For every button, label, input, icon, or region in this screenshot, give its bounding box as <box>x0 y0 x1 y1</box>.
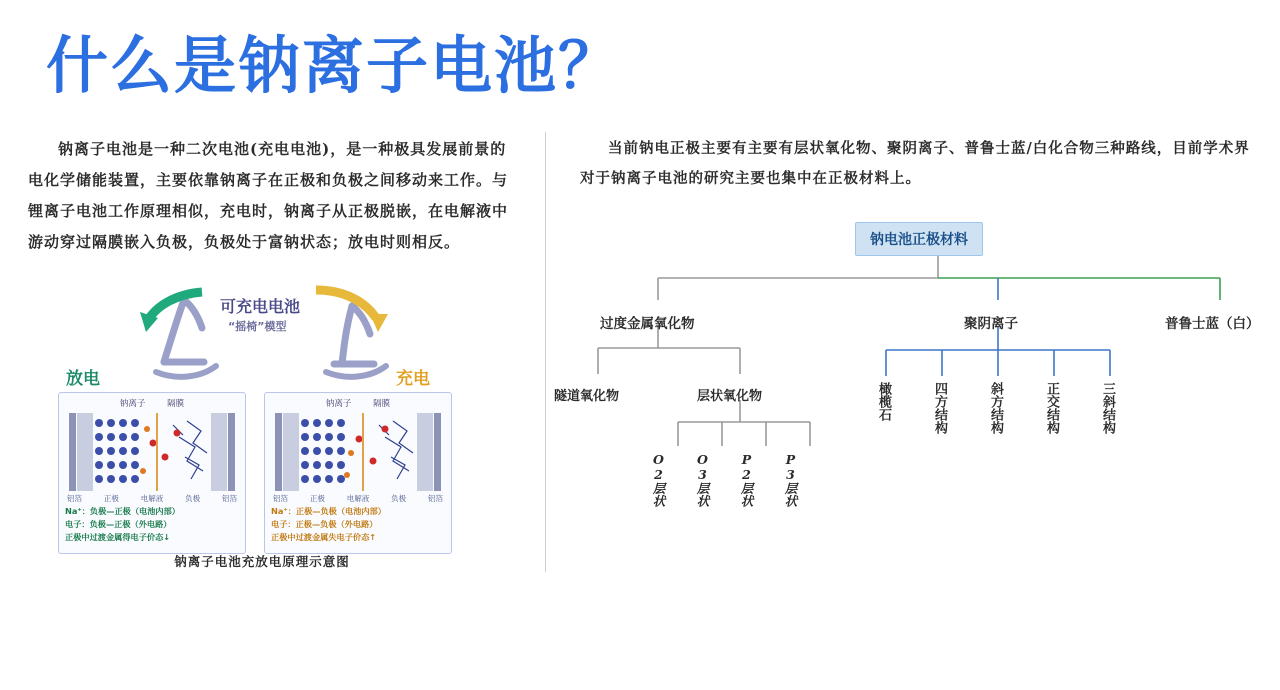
tree-leaf-tetragonal[interactable]: 四方结构 <box>932 382 947 434</box>
charge-panel-top-labels <box>265 397 451 409</box>
discharge-eq-0: Na⁺：负极—正极（电池内部） <box>65 506 180 516</box>
tree-node-tunnel-oxide[interactable]: 隧道氧化物 <box>554 389 620 404</box>
discharge-eq-2: 正极中过渡金属得电子价态↓ <box>65 532 171 542</box>
battery-principle-figure <box>52 276 472 566</box>
tree-leaf-olivine[interactable]: 橄榄石 <box>876 382 891 421</box>
charge-axis-labels <box>273 493 443 504</box>
tree-leaf-o3-layered-text: O3层状 <box>695 452 710 507</box>
left-column <box>28 134 508 258</box>
figure-caption: 钠离子电池充放电原理示意图 <box>174 554 350 569</box>
figure-charge-label: 充电 <box>396 369 430 389</box>
discharge-axis-4: 铝箔 <box>222 494 237 503</box>
discharge-cell-diagram <box>69 413 235 491</box>
charge-axis-0: 铝箔 <box>273 494 288 503</box>
discharge-eq-1: 电子：负极—正极（外电路） <box>65 519 172 529</box>
tree-node-polyanion[interactable]: 聚阴离子 <box>964 316 1018 332</box>
discharge-axis-2: 电解液 <box>140 494 164 503</box>
tree-leaf-o2-layered-text: O2层状 <box>651 452 666 507</box>
left-paragraph: 钠离子电池是一种二次电池(充电电池)，是一种极具发展前景的电化学储能装置，主要依靠钠离子在正极和负极之间移动来工作。与锂离子电池工作原理相似，充电时，钠离子从正极脱嵌，在电解液中游动穿过隔膜嵌入负极，负极处于富钠状态；放电时则相反。 <box>28 140 509 251</box>
discharge-axis-labels <box>67 493 237 504</box>
tree-node-transition-metal-oxide[interactable]: 过度金属氧化物 <box>600 316 695 332</box>
discharge-axis-1: 正极 <box>103 494 119 503</box>
tree-leaf-o3-layered[interactable] <box>692 452 708 507</box>
charge-axis-4: 铝箔 <box>428 494 443 503</box>
discharge-equations <box>65 505 239 544</box>
charge-axis-1: 正极 <box>309 494 325 503</box>
figure-model-label: “摇椅”模型 <box>228 320 287 333</box>
charge-eq-2: 正极中过渡金属失电子价态↑ <box>271 532 377 542</box>
tree-leaf-orthorhombic[interactable]: 正交结构 <box>1044 382 1059 434</box>
tree-leaf-o2-layered[interactable] <box>648 452 664 507</box>
charge-eq-0: Na⁺：正极—负极（电池内部） <box>271 506 386 516</box>
tree-leaf-p2-layered-text: P2层状 <box>739 452 754 507</box>
tree-leaf-triclinic[interactable]: 三斜结构 <box>1100 382 1115 434</box>
discharge-panel-top-labels <box>59 397 245 409</box>
discharge-axis-0: 铝箔 <box>67 494 82 503</box>
charge-axis-3: 负极 <box>391 494 407 503</box>
charge-ion-label: 钠离子 <box>325 399 352 409</box>
charge-axis-2: 电解液 <box>346 494 370 503</box>
charge-equations <box>271 505 445 544</box>
tree-leaf-p2-layered[interactable] <box>736 452 752 507</box>
tree-leaf-p3-layered[interactable] <box>780 452 796 507</box>
right-paragraph: 当前钠电正极主要有主要有层状氧化物、聚阴离子、普鲁士蓝/白化合物三种路线，目前学术界对于钠离子电池的研究主要也集中在正极材料上。 <box>580 140 1250 187</box>
charge-particles <box>275 413 441 491</box>
figure-rechargeable-label: 可充电电池 <box>220 297 301 316</box>
tree-root-node[interactable]: 钠电池正极材料 <box>855 222 983 256</box>
figure-discharge-label: 放电 <box>66 369 100 389</box>
cathode-material-tree <box>554 222 1280 572</box>
tree-leaf-p3-layered-text: P3层状 <box>783 452 798 507</box>
right-column <box>580 134 1260 194</box>
charge-panel <box>264 392 452 554</box>
discharge-particles <box>69 413 235 491</box>
column-divider <box>545 132 546 572</box>
charge-cell-diagram <box>275 413 441 491</box>
tree-node-layered-oxide[interactable]: 层状氧化物 <box>697 389 763 404</box>
discharge-axis-3: 负极 <box>185 494 201 503</box>
charge-separator-label: 隔膜 <box>373 399 391 409</box>
discharge-panel <box>58 392 246 554</box>
charge-eq-1: 电子：正极—负极（外电路） <box>271 519 378 529</box>
tree-leaf-oblique[interactable]: 斜方结构 <box>988 382 1003 434</box>
tree-node-prussian-blue[interactable]: 普鲁士蓝（白） <box>1165 316 1260 332</box>
discharge-separator-label: 隔膜 <box>167 399 185 409</box>
discharge-ion-label: 钠离子 <box>119 399 146 409</box>
page-title: 什么是钠离子电池？ <box>46 29 623 102</box>
